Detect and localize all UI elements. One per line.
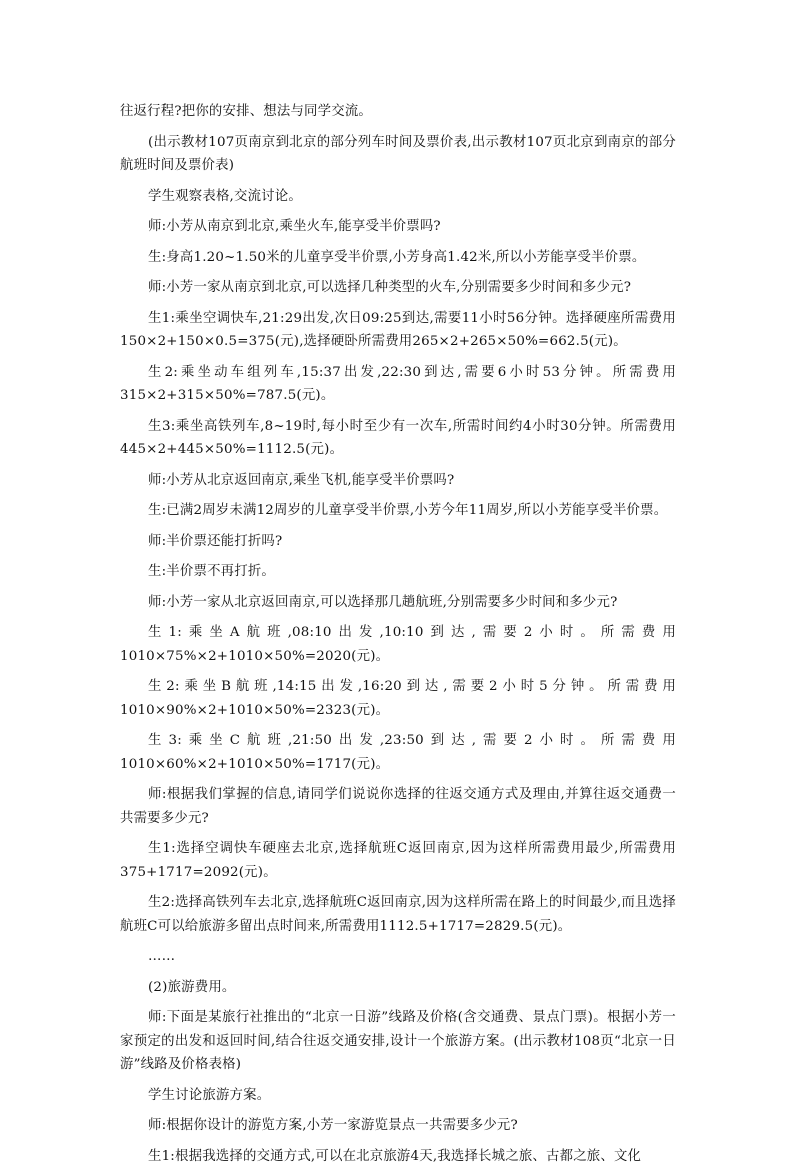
paragraph-13: 生:半价票不再打折。	[148, 564, 276, 579]
document-body	[120, 100, 676, 1175]
paragraph-1: 往返行程?把你的安排、想法与同学交流。	[120, 104, 373, 119]
paragraph-4: 师:小芳从南京到北京,乘坐火车,能享受半价票吗?	[148, 219, 441, 234]
paragraph-12: 师:半价票还能打折吗?	[148, 533, 283, 549]
paragraph-20: 生2:选择高铁列车去北京,选择航班C返回南京,因为这样所需在路上的时间最少,而且选择航班C可以给旅游多留出点时间来,所需费用1112.5+1717=2829.5(元)。	[120, 895, 676, 934]
paragraph-3: 学生观察表格,交流讨论。	[148, 188, 302, 204]
paragraph-2: (出示教材107页南京到北京的部分列车时间及票价表,出示教材107页北京到南京的部分航班时间及票价表)	[120, 134, 676, 173]
paragraph-23: 师:下面是某旅行社推出的“北京一日游”线路及价格(含交通费、景点门票)。根据小芳一家预定的出发和返回时间,结合往返交通安排,设计一个旅游方案。(出示教材108页“北京一日游”线路及价格表格)	[120, 1010, 676, 1072]
paragraph-22: (2)旅游费用。	[148, 979, 236, 995]
paragraph-25: 师:根据你设计的游览方案,小芳一家游览景点一共需要多少元?	[148, 1118, 518, 1133]
paragraph-18: 师:根据我们掌握的信息,请同学们说说你选择的往返交通方式及理由,并算往返交通费一共需要多少元?	[120, 787, 676, 826]
paragraph-24: 学生讨论旅游方案。	[148, 1087, 271, 1103]
paragraph-17: 生3:乘坐C航班,21:50出发,23:50到达,需要2小时。所需费用1010×60%×2+1010×50%=1717(元)。	[120, 733, 676, 772]
paragraph-14: 师:小芳一家从北京返回南京,可以选择那几趟航班,分别需要多少时间和多少元?	[148, 594, 618, 610]
paragraph-26: 生1:根据我选择的交通方式,可以在北京旅游4天,我选择长城之旅、古都之旅、文化	[148, 1148, 642, 1164]
paragraph-19: 生1:选择空调快车硬座去北京,选择航班C返回南京,因为这样所需费用最少,所需费用375+1717=2092(元)。	[120, 841, 676, 880]
paragraph-16: 生2:乘坐B航班,14:15出发,16:20到达,需要2小时5分钟。所需费用1010×90%×2+1010×50%=2323(元)。	[120, 679, 676, 718]
paragraph-10: 师:小芳从北京返回南京,乘坐飞机,能享受半价票吗?	[148, 472, 455, 488]
paragraph-8: 生2:乘坐动车组列车,15:37出发,22:30到达,需要6小时53分钟。所需费用315×2+315×50%=787.5(元)。	[120, 364, 676, 403]
paragraph-21: ……	[148, 949, 176, 964]
paragraph-15: 生1:乘坐A航班,08:10出发,10:10到达,需要2小时。所需费用1010×75%×2+1010×50%=2020(元)。	[120, 625, 676, 664]
paragraph-5: 生:身高1.20~1.50米的儿童享受半价票,小芳身高1.42米,所以小芳能享受半价票。	[148, 249, 646, 265]
paragraph-6: 师:小芳一家从南京到北京,可以选择几种类型的火车,分别需要多少时间和多少元?	[148, 280, 632, 295]
paragraph-11: 生:已满2周岁未满12周岁的儿童享受半价票,小芳今年11周岁,所以小芳能享受半价票。	[148, 503, 668, 518]
paragraph-7: 生1:乘坐空调快车,21:29出发,次日09:25到达,需要11小时56分钟。选择硬座所需费用150×2+150×0.5=375(元),选择硬卧所需费用265×2+265×50%=662.5(元)。	[120, 310, 676, 349]
paragraph-9: 生3:乘坐高铁列车,8~19时,每小时至少有一次车,所需时间约4小时30分钟。所需费用445×2+445×50%=1112.5(元)。	[120, 418, 676, 457]
